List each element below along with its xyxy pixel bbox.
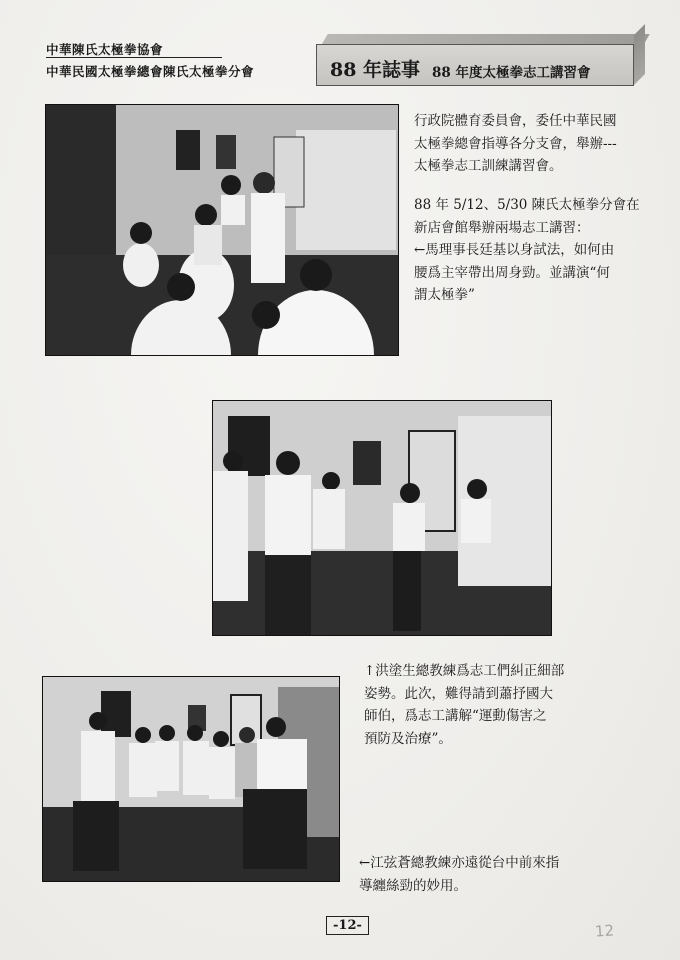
intro-line: 太極拳總會指導各分支會，舉辦--- <box>414 135 617 152</box>
photo-posture-correction <box>212 400 552 636</box>
silk-reeling-caption-line: 導纏絲勁的妙用。 <box>359 877 467 894</box>
banner-side-face <box>634 24 645 85</box>
event-line: 新店會館舉辦兩場志工講習： <box>414 219 590 236</box>
posture-caption-line: 姿勢。此次，難得請到蕭抒國大 <box>364 685 553 702</box>
header-rule <box>46 57 222 58</box>
banner-top-face <box>322 34 650 44</box>
intro-paragraph <box>414 110 617 178</box>
event-line: 謂太極拳” <box>414 287 475 303</box>
event-paragraph <box>414 194 640 307</box>
event-line: 腰爲主宰帶出周身勁。並講演“何 <box>414 264 610 281</box>
silk-reeling-caption-line: ←江弦蒼總教練亦遠從台中前來指 <box>359 855 560 871</box>
page-number: -12- <box>326 916 369 935</box>
silk-reeling-caption <box>359 852 559 897</box>
banner-title: 88 年誌事 <box>330 59 421 81</box>
organization-name: 中華陳氏太極拳協會 <box>46 42 164 57</box>
intro-line: 行政院體育委員會，委任中華民國 <box>414 113 617 129</box>
banner-subtitle: 88 年度太極拳志工講習會 <box>432 65 591 81</box>
event-line: 88 年 5/12、5/30 陳氏太極拳分會在 <box>414 197 640 213</box>
posture-caption-line: ↑洪塗生總教練爲志工們糾正細部 <box>364 663 565 679</box>
posture-caption-line: 師伯，爲志工講解“運動傷害之 <box>364 708 547 724</box>
posture-caption-line: 預防及治療”。 <box>364 730 452 747</box>
photo-silk-reeling <box>42 676 340 882</box>
event-line: ←馬理事長廷基以身試法，如何由 <box>414 242 615 258</box>
handwritten-page-number: 12 <box>594 921 615 941</box>
intro-line: 太極拳志工訓練講習會。 <box>414 158 563 174</box>
posture-caption <box>364 660 564 750</box>
organization-subname: 中華民國太極拳總會陳氏太極拳分會 <box>46 64 255 79</box>
photo-lecture <box>45 104 399 356</box>
